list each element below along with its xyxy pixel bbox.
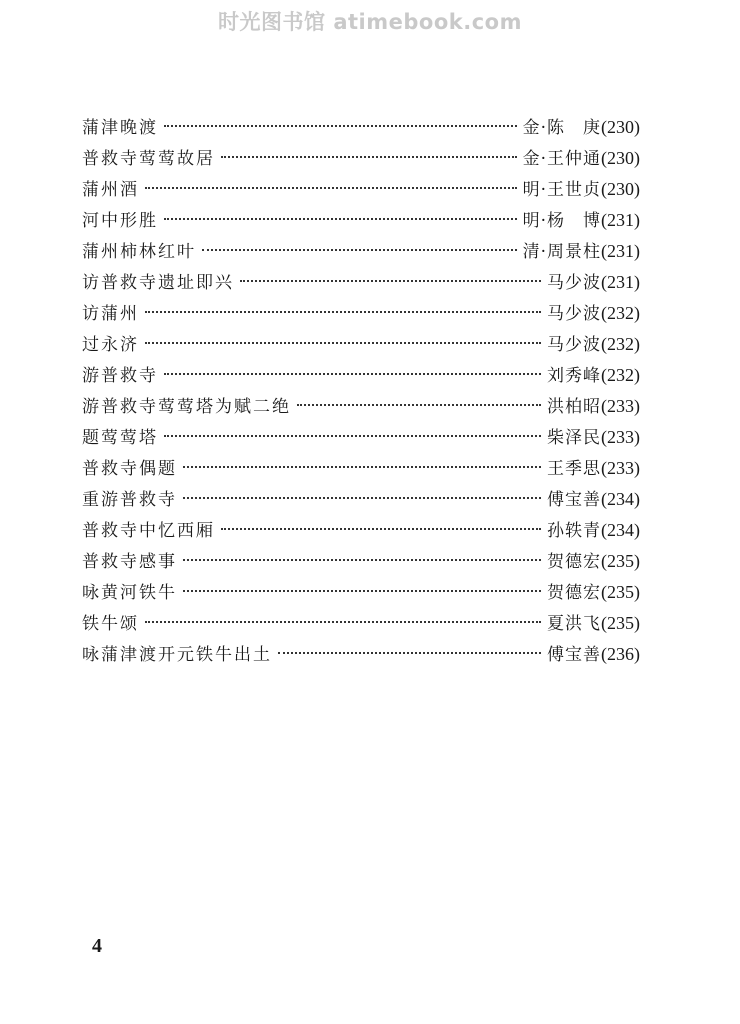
toc-entry-title: 游普救寺 <box>82 366 158 386</box>
dot-leader <box>221 528 541 530</box>
toc-entry <box>82 267 640 298</box>
toc-entry-title: 访蒲州 <box>82 304 139 324</box>
toc-entry-page: (230) <box>601 117 640 137</box>
toc-entry-page: (232) <box>601 365 640 385</box>
dot-leader <box>164 218 517 220</box>
toc-entry <box>82 608 640 639</box>
dot-leader <box>183 559 541 561</box>
toc-entry <box>82 329 640 360</box>
toc-entry-title: 蒲州酒 <box>82 180 139 200</box>
toc-entry <box>82 453 640 484</box>
toc-entry <box>82 639 640 670</box>
toc-entry-page: (234) <box>601 520 640 540</box>
toc-entry <box>82 484 640 515</box>
dot-leader <box>221 156 517 158</box>
toc-entry-page: (231) <box>601 272 640 292</box>
toc-entry-author: 王季思 <box>547 459 601 479</box>
toc-entry-title: 蒲州柿林红叶 <box>82 242 196 262</box>
toc-entry-author: 明·王世贞 <box>522 180 601 200</box>
toc-entry-title: 普救寺感事 <box>82 552 177 572</box>
toc-entry-author: 傅宝善 <box>547 490 601 510</box>
toc-entry <box>82 360 640 391</box>
toc-entry-page: (235) <box>601 551 640 571</box>
toc-entry-author: 马少波 <box>547 304 601 324</box>
toc-entry-page: (231) <box>601 241 640 261</box>
dot-leader <box>278 652 541 654</box>
page-number: 4 <box>92 935 102 957</box>
dot-leader <box>145 187 517 189</box>
dot-leader <box>240 280 541 282</box>
toc-entry-page: (233) <box>601 396 640 416</box>
toc-entry-title: 普救寺中忆西厢 <box>82 521 215 541</box>
dot-leader <box>145 342 541 344</box>
toc-entry-page: (235) <box>601 582 640 602</box>
toc-entry-author: 贺德宏 <box>547 552 601 572</box>
toc-entry-page: (230) <box>601 179 640 199</box>
toc-entry <box>82 112 640 143</box>
toc-entry <box>82 236 640 267</box>
toc-entry-title: 河中形胜 <box>82 211 158 231</box>
toc-entry-title: 咏蒲津渡开元铁牛出土 <box>82 645 272 665</box>
dot-leader <box>145 311 541 313</box>
toc-entry-page: (231) <box>601 210 640 230</box>
toc-entry-page: (234) <box>601 489 640 509</box>
toc-entry-page: (235) <box>601 613 640 633</box>
toc-entry-author: 刘秀峰 <box>547 366 601 386</box>
toc-entry-page: (233) <box>601 458 640 478</box>
dot-leader <box>145 621 541 623</box>
toc-entry-page: (232) <box>601 303 640 323</box>
toc-entry <box>82 298 640 329</box>
toc-entry-title: 访普救寺遗址即兴 <box>82 273 234 293</box>
toc-entry <box>82 546 640 577</box>
toc-entry-author: 清·周景柱 <box>522 242 601 262</box>
toc-entry-page: (230) <box>601 148 640 168</box>
toc-entry-author: 马少波 <box>547 273 601 293</box>
toc-entry-author: 明·杨 博 <box>522 211 601 231</box>
dot-leader <box>183 466 541 468</box>
toc-entry-author: 柴泽民 <box>547 428 601 448</box>
toc-entry-author: 孙轶青 <box>547 521 601 541</box>
toc-entry <box>82 515 640 546</box>
dot-leader <box>164 125 517 127</box>
toc-entry-title: 题莺莺塔 <box>82 428 158 448</box>
dot-leader <box>297 404 541 406</box>
toc-entry-author: 贺德宏 <box>547 583 601 603</box>
toc-entry-author: 金·王仲通 <box>522 149 601 169</box>
toc-entry-title: 铁牛颂 <box>82 614 139 634</box>
toc-entry <box>82 205 640 236</box>
toc-entry <box>82 422 640 453</box>
toc-entry-title: 普救寺莺莺故居 <box>82 149 215 169</box>
toc-entry-title: 普救寺偶题 <box>82 459 177 479</box>
toc-entry-page: (232) <box>601 334 640 354</box>
dot-leader <box>202 249 517 251</box>
toc-entry-author: 傅宝善 <box>547 645 601 665</box>
toc-entry <box>82 391 640 422</box>
table-of-contents <box>82 112 640 670</box>
dot-leader <box>183 590 541 592</box>
toc-entry-title: 蒲津晚渡 <box>82 118 158 138</box>
toc-entry <box>82 143 640 174</box>
toc-entry-author: 夏洪飞 <box>547 614 601 634</box>
dot-leader <box>164 373 541 375</box>
toc-entry-title: 过永济 <box>82 335 139 355</box>
toc-entry-title: 游普救寺莺莺塔为赋二绝 <box>82 397 291 417</box>
toc-entry-page: (233) <box>601 427 640 447</box>
toc-entry-author: 金·陈 庚 <box>522 118 601 138</box>
toc-entry-title: 重游普救寺 <box>82 490 177 510</box>
toc-entry <box>82 174 640 205</box>
toc-entry-page: (236) <box>601 644 640 664</box>
watermark: 时光图书馆 atimebook.com <box>218 10 522 34</box>
toc-entry-author: 洪柏昭 <box>547 397 601 417</box>
dot-leader <box>183 497 541 499</box>
toc-entry-author: 马少波 <box>547 335 601 355</box>
dot-leader <box>164 435 541 437</box>
toc-entry <box>82 577 640 608</box>
toc-entry-title: 咏黄河铁牛 <box>82 583 177 603</box>
